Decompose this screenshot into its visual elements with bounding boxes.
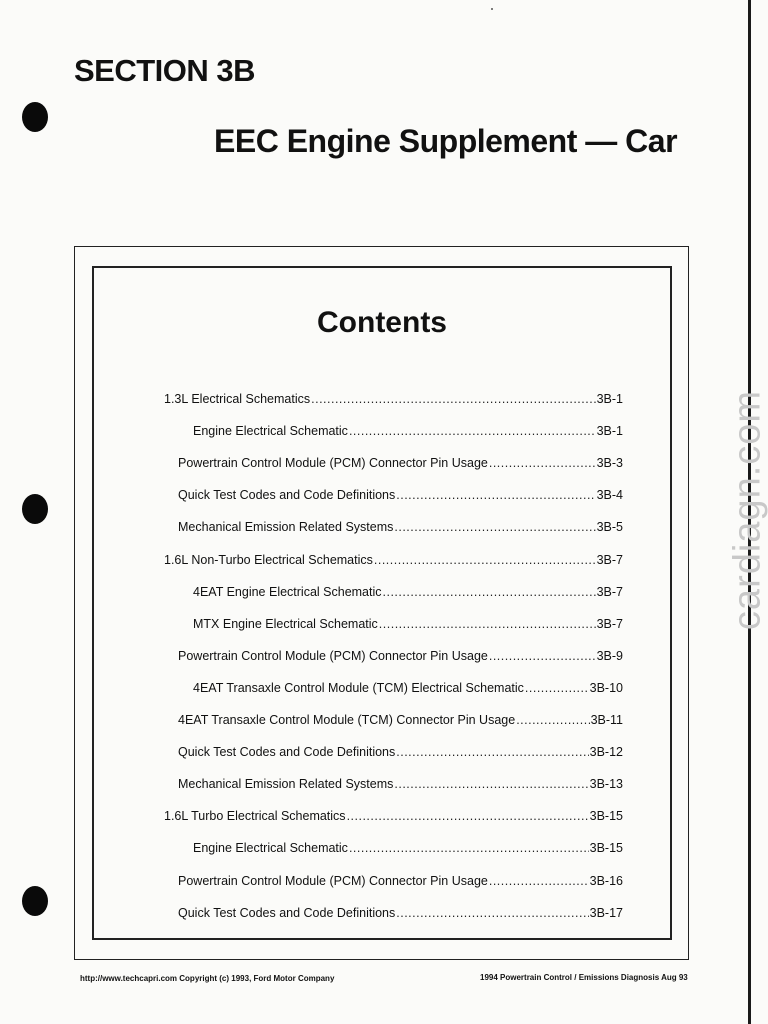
toc-dot-leader xyxy=(525,678,589,698)
toc-entry-label: Quick Test Codes and Code Definitions xyxy=(178,745,396,760)
toc-entry-label: Powertrain Control Module (PCM) Connector Pin Usage xyxy=(178,648,488,663)
toc-entry xyxy=(178,453,623,473)
toc-entry-page: 3B-15 xyxy=(589,841,623,856)
toc-entry xyxy=(178,774,623,794)
scan-speck xyxy=(491,8,493,10)
toc-dot-leader xyxy=(394,517,595,537)
watermark-text: cardiagn.com xyxy=(726,389,768,631)
toc-entry-label: Engine Electrical Schematic xyxy=(193,841,348,856)
toc-entry-page: 3B-3 xyxy=(596,456,623,471)
toc-entry-label: Quick Test Codes and Code Definitions xyxy=(178,488,396,503)
toc-dot-leader xyxy=(374,550,596,570)
toc-entry-label: MTX Engine Electrical Schematic xyxy=(193,616,378,631)
toc-entry-label: 1.3L Electrical Schematics xyxy=(164,392,311,406)
watermark xyxy=(728,380,768,640)
toc-entry-label: Powertrain Control Module (PCM) Connector Pin Usage xyxy=(178,456,488,471)
toc-entry xyxy=(193,678,623,698)
toc-entry xyxy=(193,838,623,858)
toc-entry-page: 3B-7 xyxy=(596,584,623,599)
toc-entry-label: 1.6L Non-Turbo Electrical Schematics xyxy=(164,552,373,567)
toc-entry-page: 3B-11 xyxy=(590,713,623,727)
toc-entry-page: 3B-7 xyxy=(596,616,623,631)
toc-entry xyxy=(164,806,623,826)
toc-dot-leader xyxy=(349,838,589,858)
toc-dot-leader xyxy=(396,485,595,505)
toc-entry-label: Engine Electrical Schematic xyxy=(193,424,348,439)
toc-entry xyxy=(178,646,623,666)
toc-dot-leader xyxy=(396,742,588,762)
toc-entry-page: 3B-16 xyxy=(589,873,623,888)
toc-entry xyxy=(193,614,623,634)
contents-heading: Contents xyxy=(317,306,447,339)
toc-dot-leader xyxy=(379,614,596,634)
toc-entry-page: 3B-12 xyxy=(589,745,623,760)
toc-entry xyxy=(178,710,623,730)
toc-entry-label: Powertrain Control Module (PCM) Connector Pin Usage xyxy=(178,873,488,888)
toc-dot-leader xyxy=(396,903,588,923)
toc-entry xyxy=(164,389,623,409)
toc-entry-label: Mechanical Emission Related Systems xyxy=(178,520,394,535)
toc-entry xyxy=(193,421,623,441)
toc-entry-label: 1.6L Turbo Electrical Schematics xyxy=(164,809,346,824)
toc-dot-leader xyxy=(347,806,589,826)
toc-entry-page: 3B-9 xyxy=(596,648,623,663)
binder-hole-icon xyxy=(22,886,48,916)
binder-hole-icon xyxy=(22,102,48,132)
toc-entry-label: Quick Test Codes and Code Definitions xyxy=(178,905,396,920)
toc-dot-leader xyxy=(516,710,589,730)
toc-dot-leader xyxy=(489,871,589,891)
toc-entry xyxy=(164,550,623,570)
toc-entry xyxy=(178,903,623,923)
toc-entry xyxy=(178,742,623,762)
binder-hole-icon xyxy=(22,494,48,524)
toc-entry-page: 3B-5 xyxy=(596,520,623,535)
toc-entry xyxy=(178,871,623,891)
toc-dot-leader xyxy=(311,389,595,409)
toc-entry-page: 3B-15 xyxy=(589,809,623,824)
toc-entry-label: 4EAT Transaxle Control Module (TCM) Electrical Schematic xyxy=(193,680,524,695)
section-title: SECTION 3B xyxy=(74,53,256,88)
toc-entry-page: 3B-1 xyxy=(596,392,623,406)
toc-entry xyxy=(178,517,623,537)
footer-copyright: http://www.techcapri.com Copyright (c) 1993, Ford Motor Company xyxy=(80,974,335,983)
document-title: EEC Engine Supplement — Car xyxy=(214,123,678,159)
toc-entry-page: 3B-7 xyxy=(596,552,623,567)
toc-dot-leader xyxy=(394,774,588,794)
toc-entry xyxy=(178,485,623,505)
toc-entry-page: 3B-4 xyxy=(596,488,623,503)
toc-entry-page: 3B-10 xyxy=(589,680,623,695)
toc-entry-label: 4EAT Transaxle Control Module (TCM) Connector Pin Usage xyxy=(178,713,516,727)
toc-entry-label: Mechanical Emission Related Systems xyxy=(178,777,394,792)
footer-publication: 1994 Powertrain Control / Emissions Diagnosis Aug 93 xyxy=(480,973,688,982)
toc-entry-page: 3B-17 xyxy=(589,905,623,920)
toc-dot-leader xyxy=(349,421,596,441)
toc-entry-page: 3B-13 xyxy=(589,777,623,792)
toc-dot-leader xyxy=(489,646,596,666)
toc-dot-leader xyxy=(383,582,596,602)
toc-entry-label: 4EAT Engine Electrical Schematic xyxy=(193,584,382,599)
toc-entry xyxy=(193,582,623,602)
toc-dot-leader xyxy=(489,453,596,473)
toc-entry-page: 3B-1 xyxy=(596,424,623,439)
